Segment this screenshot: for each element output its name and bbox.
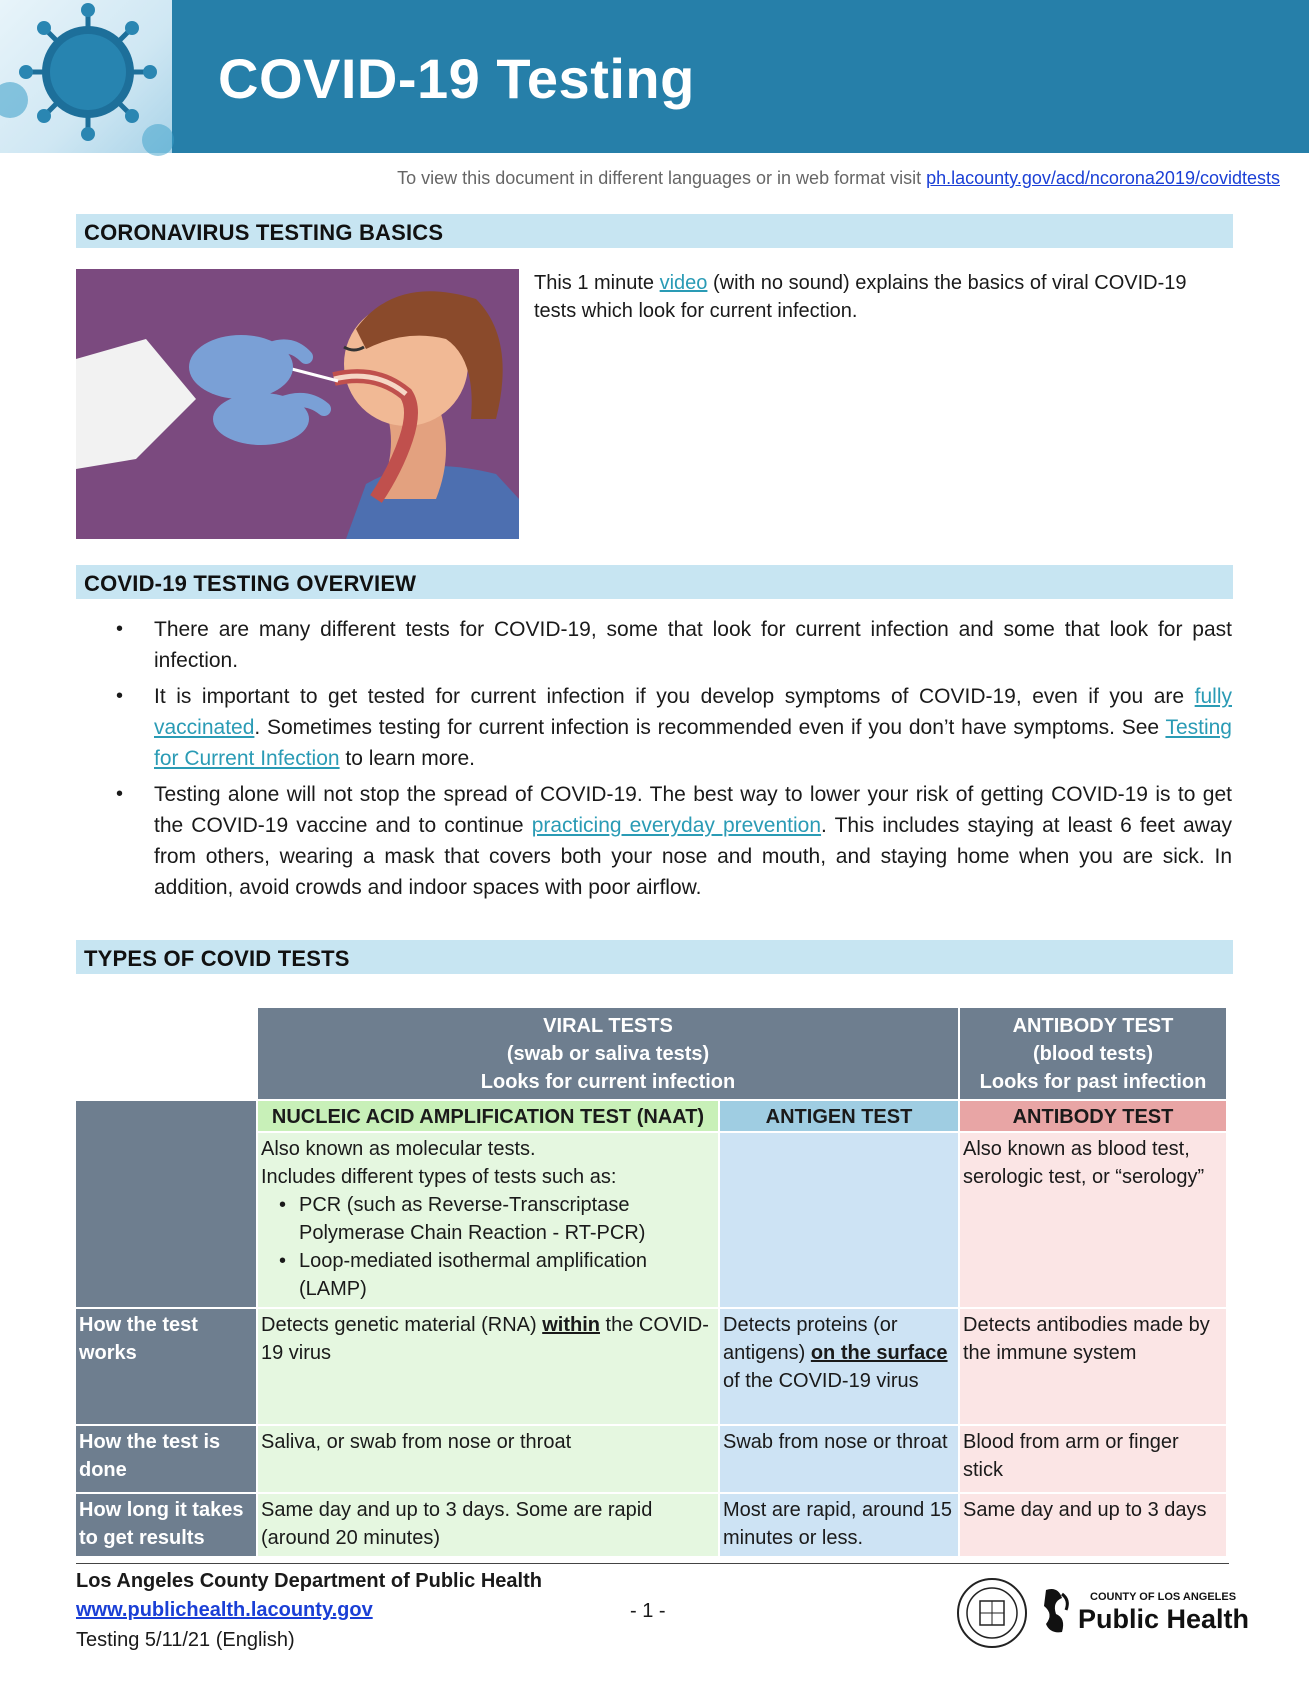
naat-aka-line: Includes different types of tests such as: — [261, 1166, 617, 1188]
footer-department: Los Angeles County Department of Public Health — [76, 1570, 542, 1592]
overview-text: . Sometimes testing for current infection is recommended even if you don’t have symptoms. See — [254, 716, 1166, 739]
footer-document-id: Testing 5/11/21 (English) — [76, 1629, 295, 1651]
header-line: Looks for past infection — [979, 1071, 1207, 1093]
antigen-how-long: Most are rapid, around 15 minutes or less. — [720, 1494, 958, 1556]
list-item: • Loop-mediated isothermal amplification (LAMP) — [279, 1247, 715, 1303]
footer-website-link[interactable]: www.publichealth.lacounty.gov — [76, 1599, 373, 1621]
intro-text-end: (with no sound) explains the basics of viral COVID-19 tests which look for current infection. — [534, 272, 1187, 322]
overview-text: . This includes staying at least 6 feet away from others, wearing a mask that covers both your nose and mouth, and staying home when you are sick. In addition, avoid crowds and indoor spaces with poor airflow. — [154, 814, 1232, 899]
header-banner — [0, 0, 1309, 153]
web-format-text: To view this document in different languages or in web format visit — [397, 168, 927, 188]
naat-description — [258, 1133, 718, 1307]
header-line: (swab or saliva tests) — [506, 1043, 710, 1065]
antibody-how-it-works: Detects antibodies made by the immune system — [960, 1309, 1226, 1424]
intro-paragraph — [534, 269, 1234, 325]
antibody-subheader: ANTIBODY TEST — [960, 1101, 1226, 1131]
row-label-how-it-works: How the test works — [76, 1309, 256, 1424]
list-item — [110, 779, 1232, 903]
overview-text: There are many different tests for COVID-19, some that look for current infection and some that look for past infection. — [154, 618, 1232, 672]
section-title: TYPES OF COVID TESTS — [84, 946, 350, 971]
section-header-overview — [76, 565, 1233, 599]
document-title: COVID-19 Testing — [218, 47, 695, 110]
header-line: (blood tests) — [1033, 1043, 1153, 1065]
coronavirus-image — [0, 0, 172, 153]
video-link[interactable]: video — [659, 272, 708, 294]
logo-big-text: Public Health — [1078, 1604, 1250, 1634]
section-title: CORONAVIRUS TESTING BASICS — [84, 220, 444, 245]
overview-text: to learn more. — [339, 747, 475, 770]
web-format-note — [397, 168, 1280, 189]
row-label-how-done: How the test is done — [76, 1426, 256, 1492]
logo-small-text: COUNTY OF LOS ANGELES — [1090, 1591, 1237, 1603]
antibody-test-header — [960, 1008, 1226, 1099]
intro-text-start: This 1 minute — [534, 272, 660, 294]
naat-subheader: NUCLEIC ACID AMPLIFICATION TEST (NAAT) — [258, 1101, 718, 1131]
cell-text: of the COVID-19 virus — [723, 1370, 919, 1392]
row-label-blank — [76, 1101, 256, 1307]
antigen-how-it-works — [720, 1309, 958, 1424]
nasal-swab-illustration — [76, 269, 519, 539]
antibody-how-long: Same day and up to 3 days — [960, 1494, 1226, 1556]
section-header-types — [76, 940, 1233, 974]
header-line: VIRAL TESTS — [543, 1015, 673, 1037]
header-line: Looks for current infection — [480, 1071, 736, 1093]
section-title: COVID-19 TESTING OVERVIEW — [84, 571, 417, 596]
list-item: • PCR (such as Reverse-Transcriptase Polymerase Chain Reaction - RT-PCR) — [279, 1191, 715, 1247]
naat-types-list — [279, 1191, 715, 1303]
list-item — [110, 614, 1232, 676]
cell-emphasis: on the surface — [810, 1342, 948, 1364]
everyday-prevention-link[interactable]: practicing everyday prevention — [531, 814, 822, 837]
naat-how-long: Same day and up to 3 days. Some are rapid (around 20 minutes) — [258, 1494, 718, 1556]
header-line: ANTIBODY TEST — [1012, 1015, 1174, 1037]
row-label-how-long: How long it takes to get results — [76, 1494, 256, 1556]
naat-aka-line: Also known as molecular tests. — [261, 1138, 536, 1160]
overview-text: It is important to get tested for current infection if you develop symptoms of COVID-19, even if you are — [154, 685, 1195, 708]
antibody-description: Also known as blood test, serologic test, or “serology” — [960, 1133, 1226, 1307]
cell-text: Detects proteins (or antigens) — [723, 1314, 898, 1364]
naat-how-done: Saliva, or swab from nose or throat — [258, 1426, 718, 1492]
viral-tests-header — [258, 1008, 958, 1099]
cell-text: Detects genetic material (RNA) — [261, 1314, 543, 1336]
cell-text: the COVID-19 virus — [261, 1314, 709, 1364]
fully-vaccinated-link[interactable]: fully vaccinated — [154, 685, 1232, 739]
naat-how-it-works — [258, 1309, 718, 1424]
list-item — [110, 681, 1232, 774]
web-format-link[interactable]: ph.lacounty.gov/acd/ncorona2019/covidtests — [926, 168, 1280, 188]
testing-current-infection-link[interactable]: Testing for Current Infection — [154, 716, 1232, 770]
antigen-subheader: ANTIGEN TEST — [720, 1101, 958, 1131]
section-header-basics — [76, 214, 1233, 248]
antigen-description — [720, 1133, 958, 1307]
footer-divider — [76, 1563, 1229, 1564]
antigen-how-done: Swab from nose or throat — [720, 1426, 958, 1492]
antibody-how-done: Blood from arm or finger stick — [960, 1426, 1226, 1492]
overview-bullet-list — [110, 614, 1232, 908]
cell-emphasis: within — [542, 1314, 600, 1336]
county-seal-icon — [956, 1577, 1028, 1649]
page-number: - 1 - — [630, 1600, 666, 1622]
public-health-logo — [1040, 1580, 1250, 1646]
overview-text: Testing alone will not stop the spread of COVID-19. The best way to lower your risk of getting COVID-19 is to get the COVID-19 vaccine and to continue — [154, 783, 1232, 837]
